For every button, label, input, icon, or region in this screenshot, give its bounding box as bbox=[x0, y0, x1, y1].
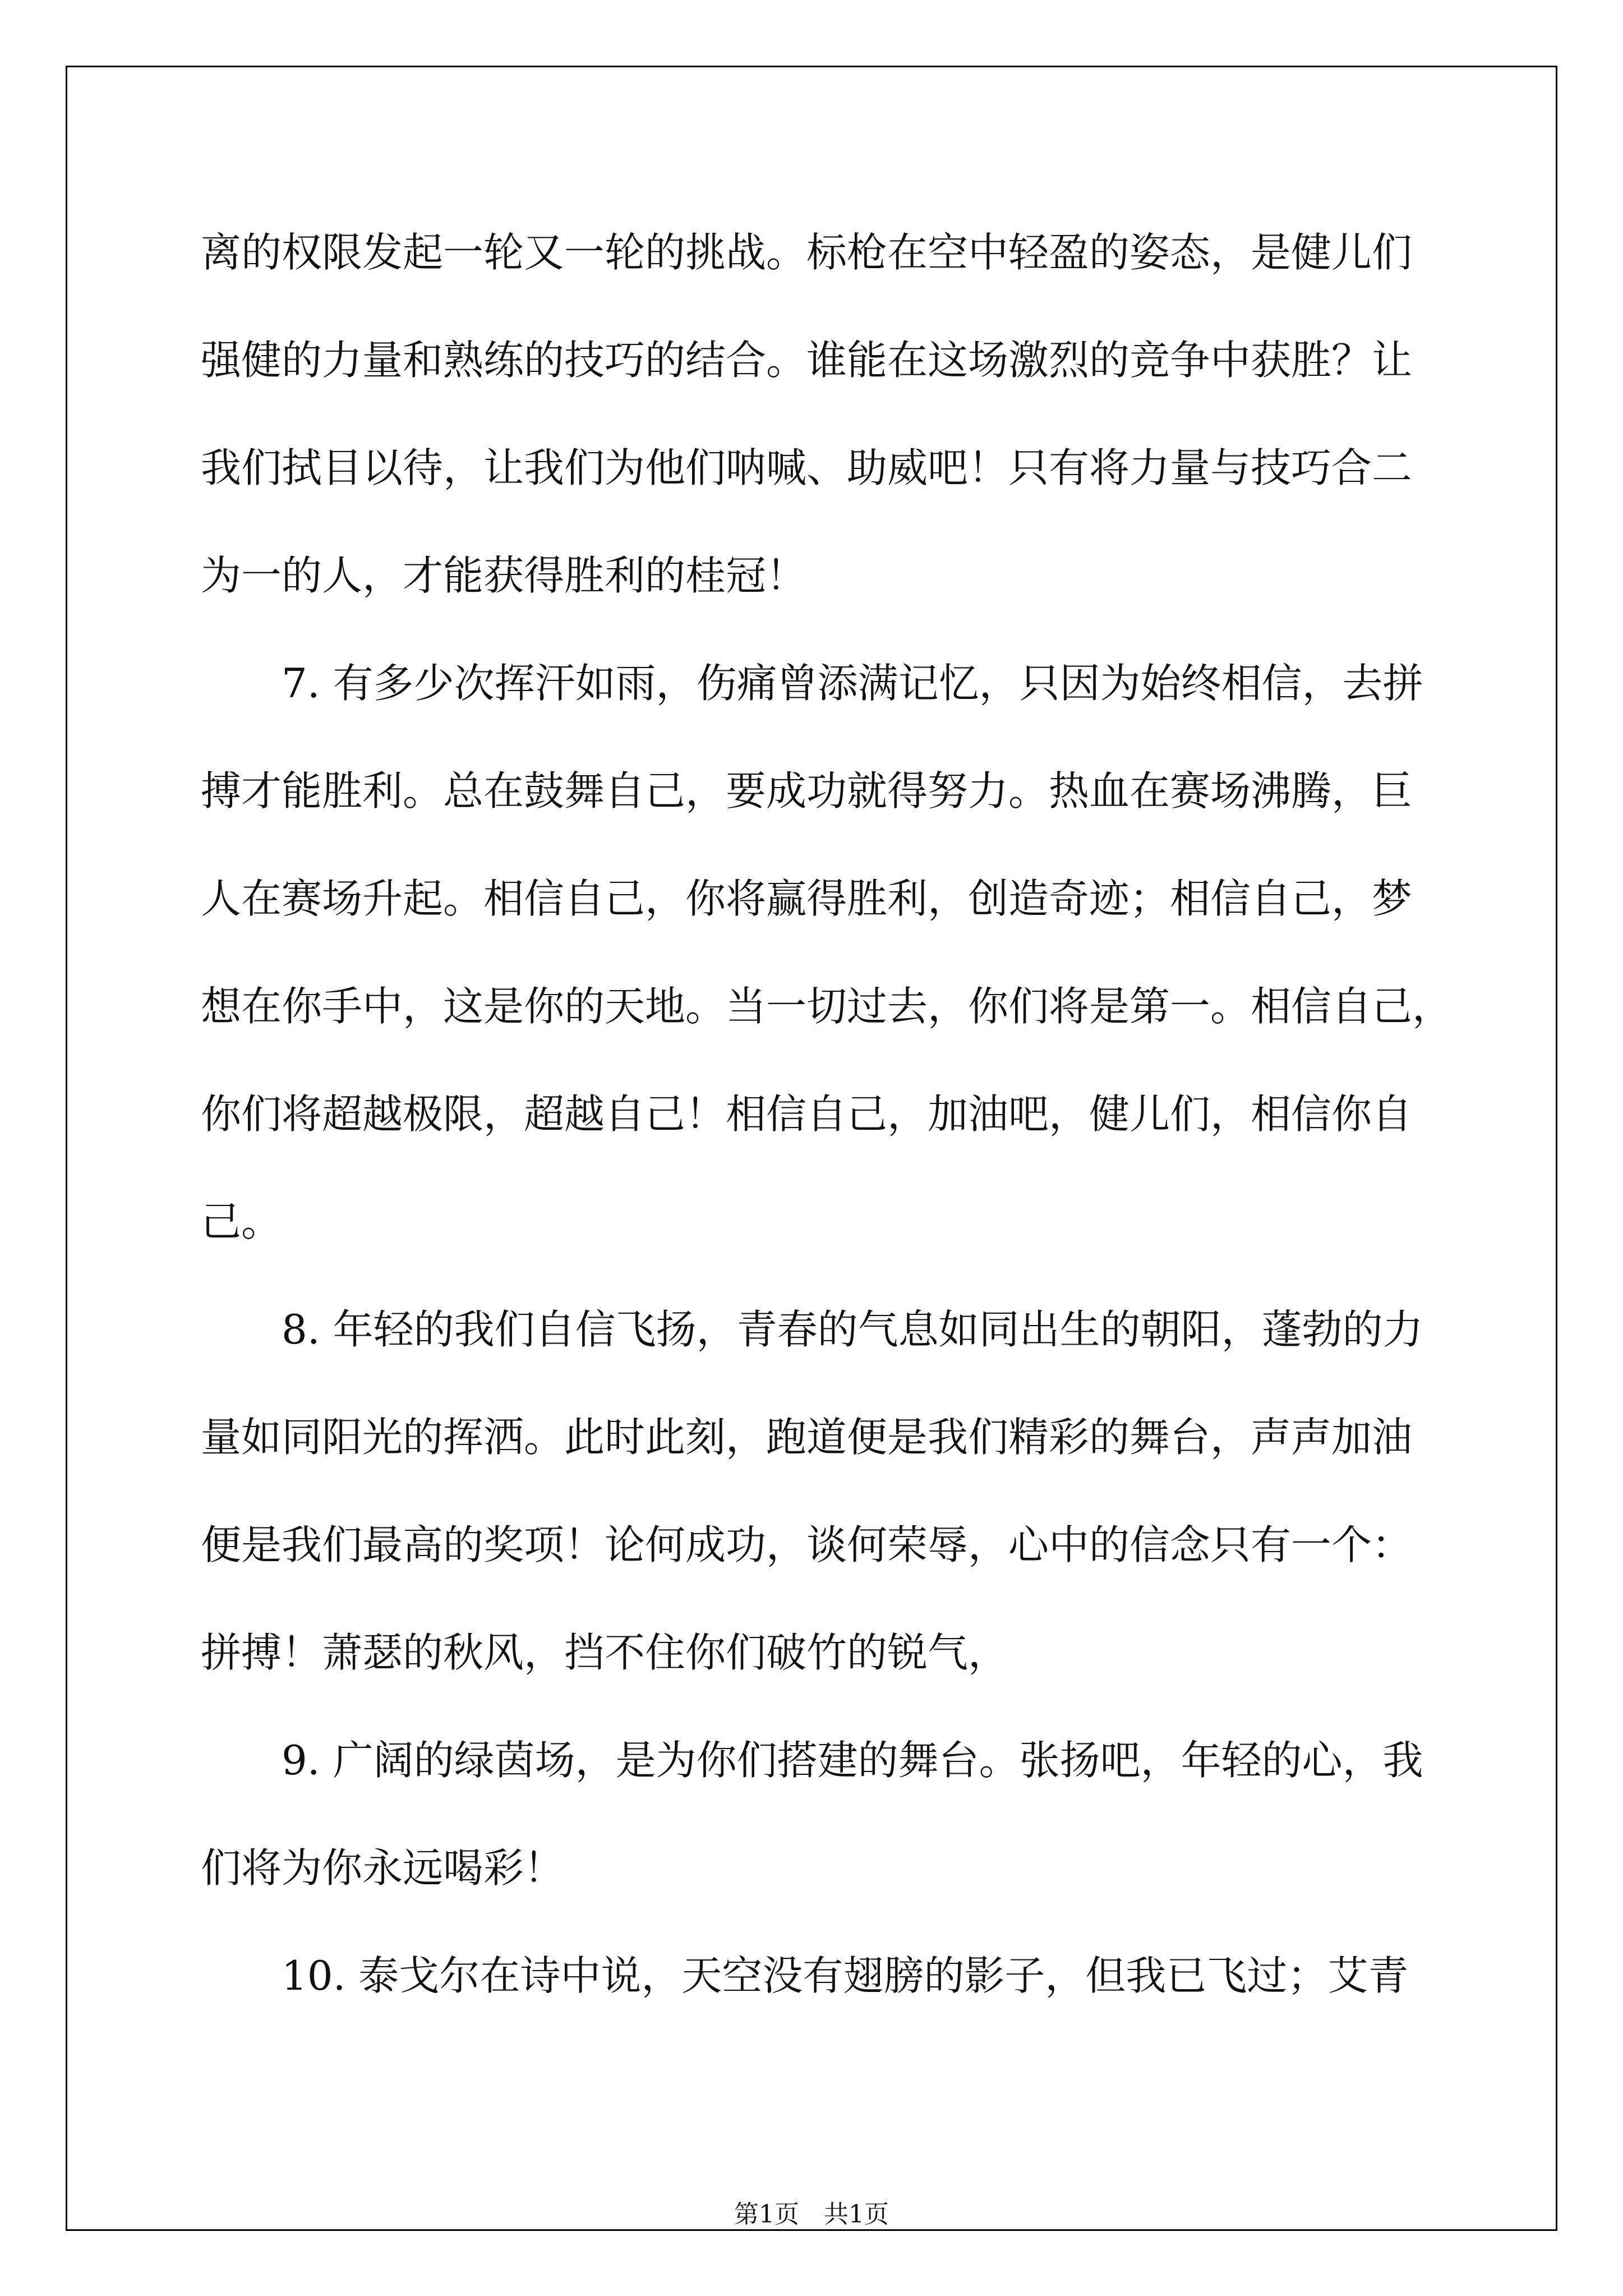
text-line: 离的权限发起一轮又一轮的挑战。标枪在空中轻盈的姿态，是健儿们 bbox=[201, 229, 1413, 276]
page-border bbox=[66, 66, 1557, 2231]
text-line: 己。 bbox=[201, 1198, 282, 1245]
text-line: 想在你手中，这是你的天地。当一切过去，你们将是第一。相信自己， bbox=[201, 983, 1453, 1030]
text-line: 便是我们最高的奖项！论何成功，谈何荣辱，心中的信念只有一个： bbox=[201, 1521, 1413, 1568]
text-line: 你们将超越极限，超越自己！相信自己，加油吧，健儿们，相信你自 bbox=[201, 1091, 1413, 1138]
text-line: 人在赛场升起。相信自己，你将赢得胜利，创造奇迹；相信自己，梦 bbox=[201, 875, 1413, 922]
text-line: 8. 年轻的我们自信飞扬，青春的气息如同出生的朝阳，蓬勃的力 bbox=[201, 1306, 1423, 1353]
text-line: 9. 广阔的绿茵场，是为你们搭建的舞台。张扬吧，年轻的心，我 bbox=[201, 1737, 1423, 1784]
text-line: 为一的人，才能获得胜利的桂冠！ bbox=[201, 552, 807, 599]
text-line: 我们拭目以待，让我们为他们呐喊、助威吧！只有将力量与技巧合二 bbox=[201, 444, 1413, 491]
text-line: 强健的力量和熟练的技巧的结合。谁能在这场激烈的竞争中获胜？让 bbox=[201, 337, 1413, 384]
text-line: 7. 有多少次挥汗如雨，伤痛曾添满记忆，只因为始终相信，去拼 bbox=[201, 660, 1423, 707]
page-footer: 第1页 共1页 bbox=[734, 2200, 889, 2229]
text-line: 10. 泰戈尔在诗中说，天空没有翅膀的影子，但我已飞过；艾青 bbox=[201, 1952, 1409, 1999]
text-line: 量如同阳光的挥洒。此时此刻，跑道便是我们精彩的舞台，声声加油 bbox=[201, 1414, 1413, 1461]
text-line: 拼搏！萧瑟的秋风，挡不住你们破竹的锐气， bbox=[201, 1629, 1009, 1676]
text-line: 搏才能胜利。总在鼓舞自己，要成功就得努力。热血在赛场沸腾，巨 bbox=[201, 767, 1413, 815]
text-line: 们将为你永远喝彩！ bbox=[201, 1844, 565, 1892]
